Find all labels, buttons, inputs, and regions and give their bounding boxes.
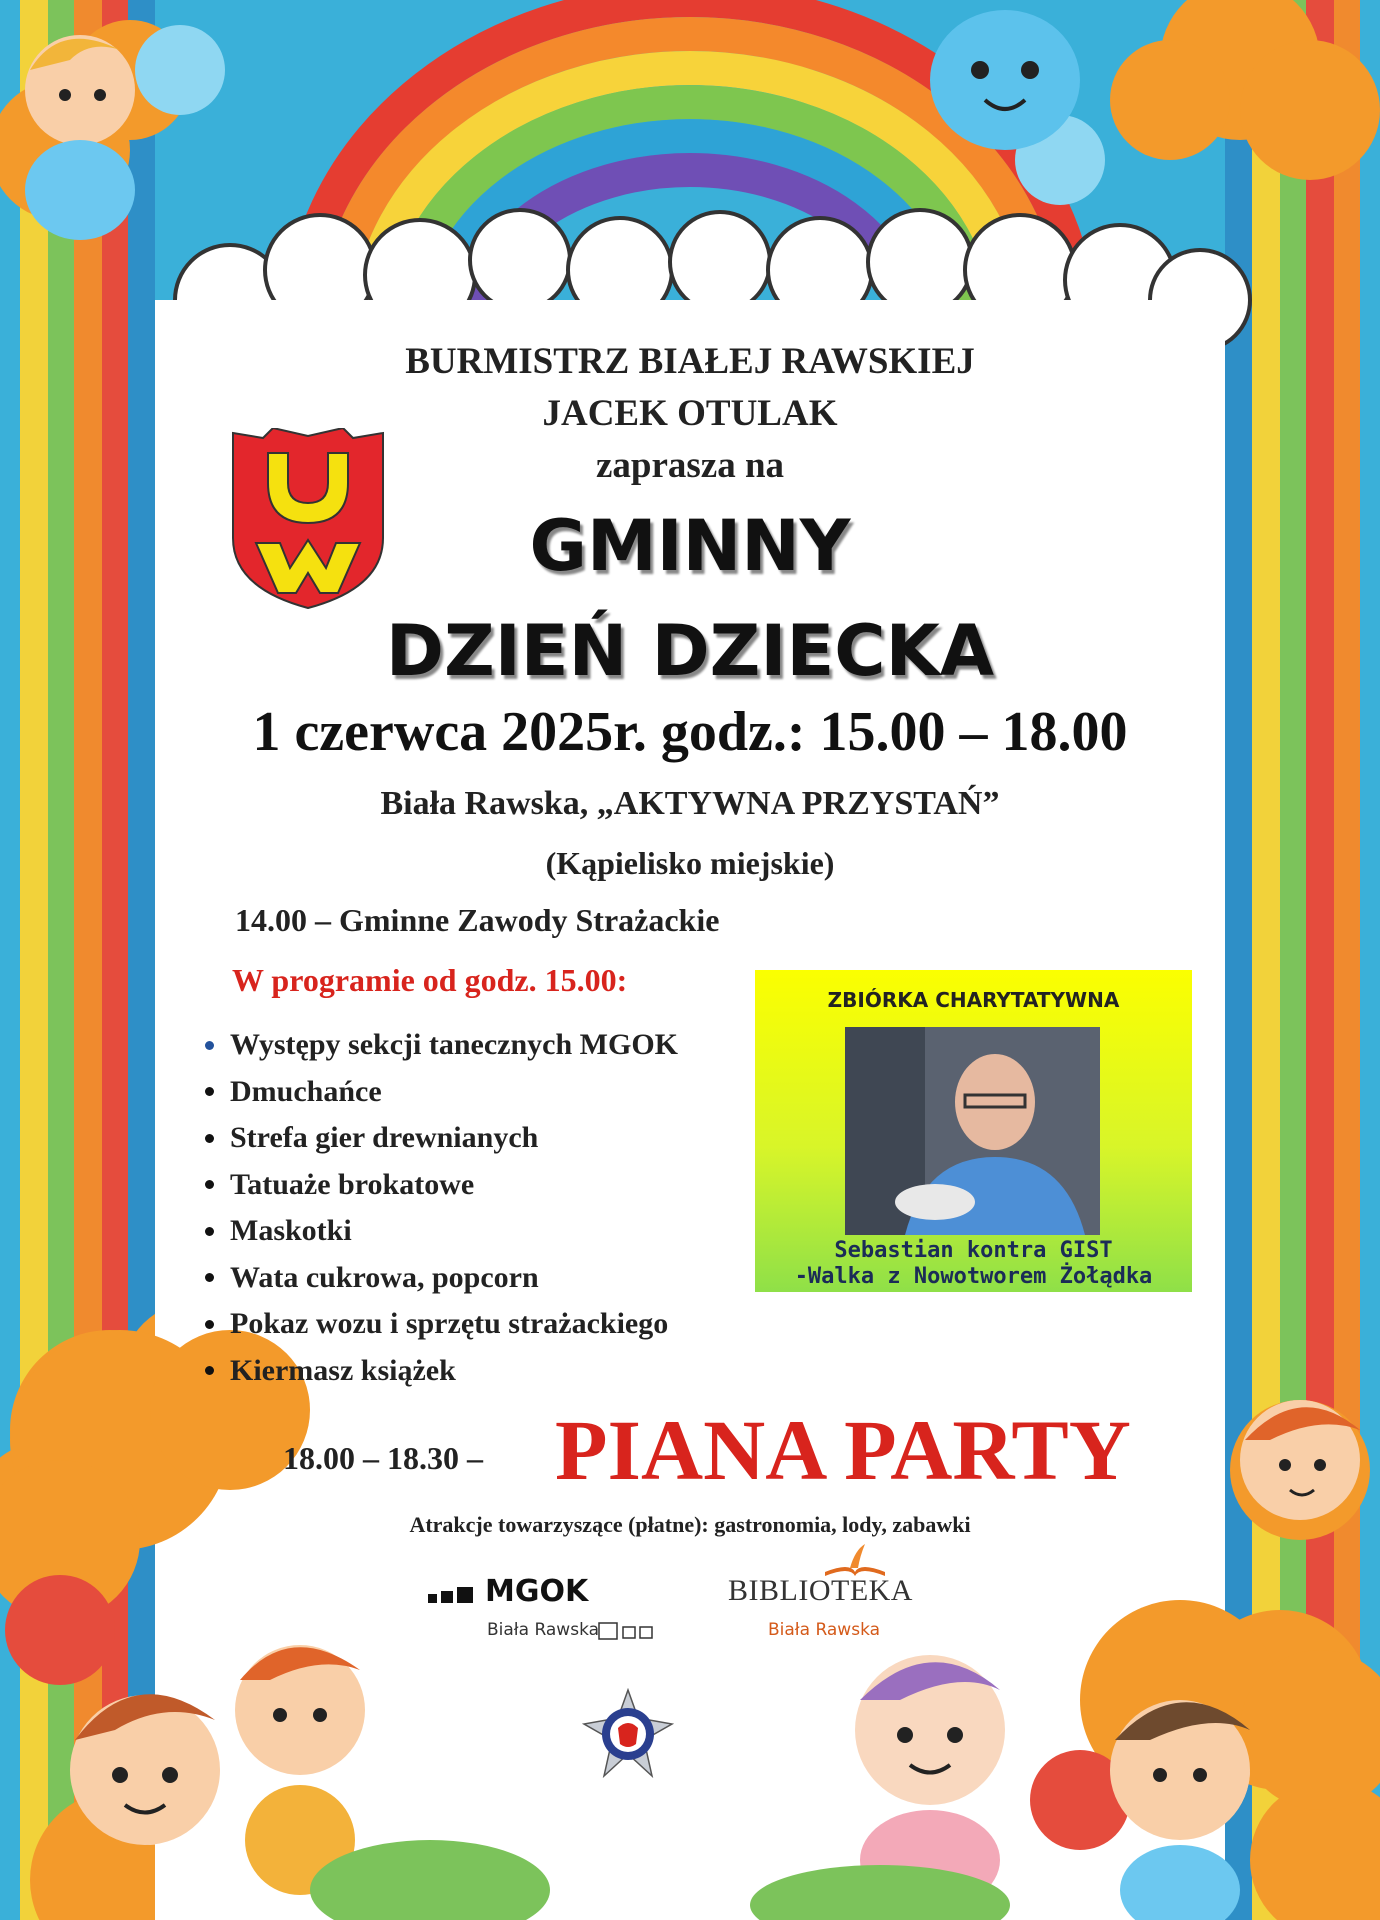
list-item-label: Kiermasz książek	[230, 1353, 456, 1387]
cartoon-cloud-character	[930, 10, 1080, 150]
book-icon	[820, 1542, 890, 1578]
mgok-squares-icon	[598, 1622, 662, 1640]
list-item-label: Tatuaże brokatowe	[230, 1167, 475, 1201]
library-subtitle: Biała Rawska	[768, 1620, 881, 1640]
bullet-icon	[205, 1087, 214, 1096]
bullet-icon	[205, 1273, 214, 1282]
party-time: 18.00 – 18.30 –	[283, 1440, 483, 1476]
list-item	[205, 1115, 678, 1162]
bullet-icon	[205, 1320, 214, 1329]
bullet-icon	[205, 1366, 214, 1375]
organizer-name: JACEK OTULAK	[542, 393, 838, 434]
mgok-name: MGOK	[485, 1574, 589, 1609]
event-title-line-2: DZIEŃ DZIECKA	[385, 610, 995, 692]
program-list	[205, 1022, 678, 1394]
bullet-icon	[205, 1041, 214, 1050]
event-place: Biała Rawska, „AKTYWNA PRZYSTAŃ”	[380, 785, 1000, 822]
list-item-label: Maskotki	[230, 1214, 352, 1248]
event-date-time: 1 czerwca 2025r. godz.: 15.00 – 18.00	[252, 701, 1128, 763]
list-item	[205, 1069, 678, 1116]
library-name: BIBLIOTEKA	[728, 1574, 913, 1607]
event-place-note: (Kąpielisko miejskie)	[545, 845, 835, 881]
charity-box	[755, 970, 1192, 1292]
list-item	[205, 1301, 678, 1348]
mgok-subtitle: Biała Rawska	[487, 1620, 600, 1640]
charity-name: Sebastian kontra GIST	[834, 1238, 1113, 1263]
list-item	[205, 1348, 678, 1395]
charity-photo	[845, 1027, 1100, 1235]
list-item-label: Wata cukrowa, popcorn	[230, 1260, 539, 1294]
list-item-label: Pokaz wozu i sprzętu strażackiego	[230, 1307, 669, 1341]
list-item-label: Występy sekcji tanecznych MGOK	[230, 1028, 678, 1062]
organizer-line-1: BURMISTRZ BIAŁEJ RAWSKIEJ	[405, 341, 975, 382]
mgok-logo-icon	[428, 1584, 482, 1606]
party-name: PIANA PARTY	[555, 1402, 1131, 1498]
invitation-text: zaprasza na	[595, 445, 785, 486]
program-heading: W programie od godz. 15.00:	[232, 962, 628, 998]
list-item	[205, 1255, 678, 1302]
bullet-icon	[205, 1180, 214, 1189]
bullet-icon	[205, 1134, 214, 1143]
list-item	[205, 1162, 678, 1209]
list-item-label: Strefa gier drewnianych	[230, 1121, 539, 1155]
list-item	[205, 1022, 678, 1069]
extras-line: Atrakcje towarzyszące (płatne): gastronomia, lody, zabawki	[409, 1512, 971, 1537]
list-item	[205, 1208, 678, 1255]
bullet-icon	[205, 1227, 214, 1236]
event-title-line-1: GMINNY	[529, 505, 851, 587]
charity-title: ZBIÓRKA CHARYTATYWNA	[827, 988, 1120, 1012]
fire-brigade-badge-icon	[582, 1688, 674, 1780]
charity-subtitle: -Walka z Nowotworem Żołądka	[794, 1264, 1153, 1289]
pre-event-line: 14.00 – Gminne Zawody Strażackie	[235, 902, 720, 938]
list-item-label: Dmuchańce	[230, 1074, 382, 1108]
